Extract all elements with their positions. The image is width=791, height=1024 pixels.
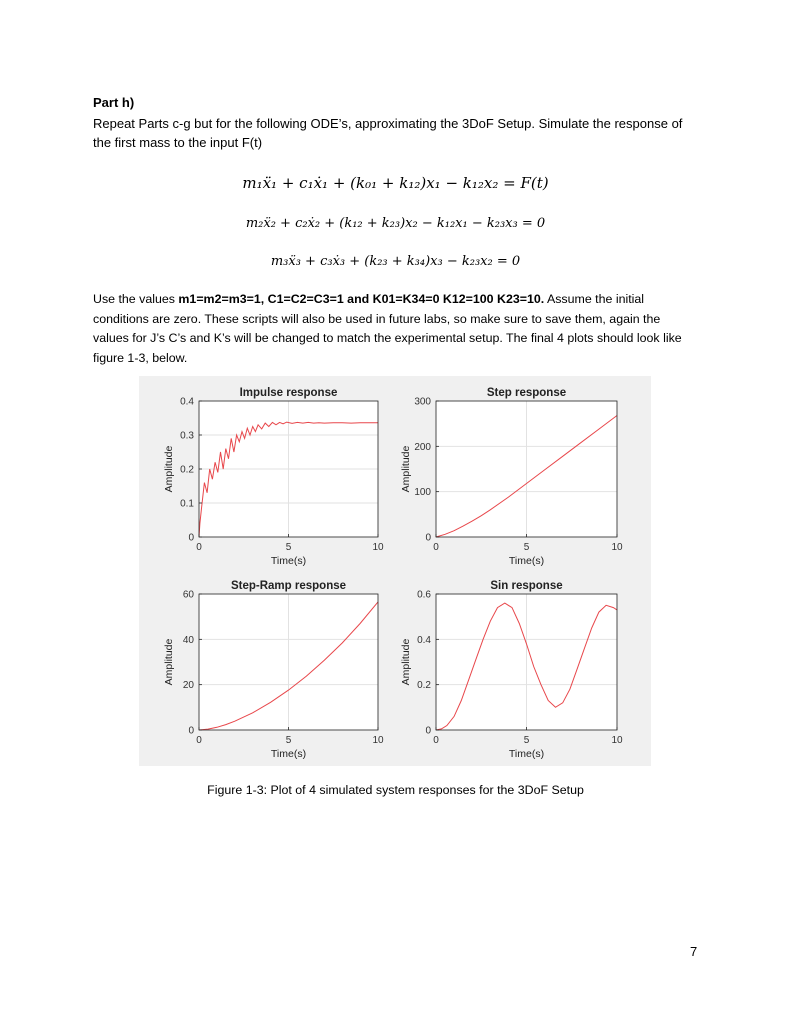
x-axis-label: Time(s)	[508, 555, 545, 567]
intro-text: Repeat Parts c-g but for the following ODE’s, approximating the 3DoF Setup. Simulate the response of the first mass to the input F(t)	[93, 116, 683, 150]
page-number: 7	[690, 944, 698, 959]
x-axis-label: Time(s)	[270, 555, 307, 567]
x-tick-label: 10	[611, 735, 623, 746]
chart-3	[163, 580, 384, 760]
equation-2: m₂ẍ₂ + c₂ẋ₂ + (k₁₂ + k₂₃)x₂ − k₁₂x₁ − k₂₃x₃ = 0	[245, 216, 546, 231]
y-tick-label: 40	[182, 634, 194, 646]
y-tick-label: 200	[414, 441, 431, 453]
x-tick-label: 0	[433, 542, 439, 553]
x-tick-label: 10	[372, 735, 384, 746]
x-tick-label: 10	[611, 542, 623, 553]
parameter-values: m1=m2=m3=1, C1=C2=C3=1 and K01=K34=0 K12=100 K23=10.	[178, 292, 545, 306]
x-tick-label: 5	[523, 542, 530, 553]
x-tick-label: 10	[372, 542, 384, 553]
chart-title: Impulse response	[239, 387, 338, 399]
y-axis-label: Amplitude	[400, 445, 412, 493]
plots-svg	[139, 376, 651, 766]
y-tick-label: 0.4	[180, 396, 194, 408]
figure-caption: Figure 1-3: Plot of 4 simulated system responses for the 3DoF Setup	[207, 783, 584, 797]
y-tick-label: 0.6	[417, 589, 431, 601]
y-tick-label: 100	[414, 487, 431, 499]
x-tick-label: 5	[285, 735, 292, 746]
chart-1	[163, 387, 384, 567]
paragraph-text-1: Use the values	[93, 292, 179, 306]
instructions-paragraph	[93, 290, 693, 368]
chart-title: Step-Ramp response	[230, 580, 347, 592]
y-tick-label: 0	[425, 532, 431, 544]
x-tick-label: 0	[196, 542, 202, 553]
x-tick-label: 5	[285, 542, 292, 553]
y-tick-label: 20	[182, 680, 194, 692]
response-figure	[139, 376, 651, 766]
y-tick-label: 0.3	[180, 430, 194, 442]
x-axis-label: Time(s)	[508, 748, 545, 760]
y-tick-label: 0	[188, 532, 194, 544]
y-tick-label: 0.2	[180, 464, 194, 476]
y-tick-label: 0	[425, 725, 431, 737]
chart-title: Sin response	[490, 580, 563, 592]
section-heading: Part h)	[93, 95, 135, 110]
y-tick-label: 60	[182, 589, 194, 601]
y-axis-label: Amplitude	[163, 445, 175, 493]
y-axis-label: Amplitude	[163, 638, 175, 686]
equation-1: m₁ẍ₁ + c₁ẋ₁ + (k₀₁ + k₁₂)x₁ − k₁₂x₂ = F(t)	[242, 174, 549, 192]
y-tick-label: 0.1	[180, 498, 194, 510]
x-tick-label: 0	[196, 735, 202, 746]
y-tick-label: 0.4	[417, 634, 431, 646]
y-tick-label: 0.2	[417, 680, 431, 692]
y-axis-label: Amplitude	[400, 638, 412, 686]
equation-3: m₃ẍ₃ + c₃ẋ₃ + (k₂₃ + k₃₄)x₃ − k₂₃x₂ = 0	[270, 254, 521, 269]
chart-2	[400, 387, 623, 567]
x-axis-label: Time(s)	[270, 748, 307, 760]
y-tick-label: 0	[188, 725, 194, 737]
chart-title: Step response	[486, 387, 567, 399]
y-tick-label: 300	[414, 396, 431, 408]
paragraph-text-2: Assume the initial conditions are zero. These scripts will also be used in future labs, so make sure to save them, again the values for J’s C’s and K’s will be changed to match the experimental setup. The final 4 plots should look like figure 1-3, below.	[93, 292, 682, 365]
chart-4	[400, 580, 623, 760]
x-tick-label: 0	[433, 735, 439, 746]
x-tick-label: 5	[523, 735, 530, 746]
